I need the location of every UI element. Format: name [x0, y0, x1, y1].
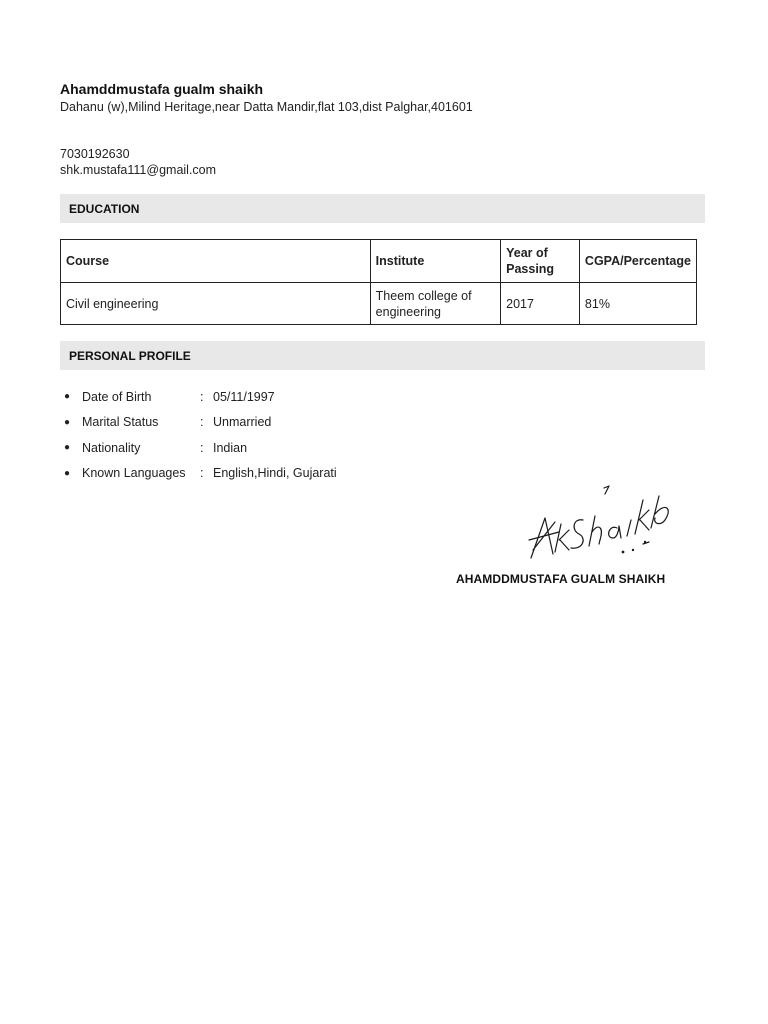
- email-address: shk.mustafa111@gmail.com: [60, 163, 217, 177]
- column-header-course: Course: [61, 240, 371, 283]
- bullet-icon: ●: [64, 467, 71, 479]
- education-table: [60, 239, 697, 325]
- separator: :: [200, 466, 204, 481]
- separator: :: [200, 389, 204, 404]
- profile-value-marital-status: Unmarried: [213, 415, 272, 430]
- separator: :: [200, 440, 204, 455]
- list-item: [60, 384, 705, 410]
- cgpa-cell: 81%: [579, 283, 696, 325]
- profile-label-dob: Date of Birth: [82, 389, 152, 404]
- personal-profile-section-header: PERSONAL PROFILE: [60, 341, 705, 370]
- profile-value-dob: 05/11/1997: [213, 389, 275, 404]
- list-item: [60, 410, 705, 436]
- bullet-icon: ●: [64, 442, 71, 454]
- column-header-year: Year of Passing: [501, 240, 580, 283]
- list-item: [60, 435, 705, 461]
- candidate-name: Ahamddmustafa gualm shaikh: [60, 81, 264, 97]
- education-section-header: EDUCATION: [60, 194, 705, 223]
- separator: :: [200, 415, 204, 430]
- profile-label-languages: Known Languages: [82, 466, 186, 481]
- bullet-icon: ●: [64, 416, 71, 428]
- profile-value-languages: English,Hindi, Gujarati: [213, 466, 337, 481]
- contact-block: [60, 146, 705, 178]
- education-table-header-row: [61, 240, 697, 283]
- profile-label-marital-status: Marital Status: [82, 415, 159, 430]
- institute-cell: Theem college of engineering: [370, 283, 500, 325]
- personal-profile-list: [60, 384, 705, 486]
- phone-number: 7030192630: [60, 147, 130, 161]
- table-row: [61, 283, 697, 325]
- column-header-cgpa: CGPA/Percentage: [579, 240, 696, 283]
- signature-printed-name: AHAMDDMUSTAFA GUALM SHAIKH: [456, 572, 666, 586]
- candidate-address: Dahanu (w),Milind Heritage,near Datta Mandir,flat 103,dist Palghar,401601: [60, 100, 473, 114]
- profile-value-nationality: Indian: [213, 440, 248, 455]
- profile-label-nationality: Nationality: [82, 440, 141, 455]
- course-cell: Civil engineering: [61, 283, 371, 325]
- bullet-icon: ●: [64, 391, 71, 403]
- column-header-institute: Institute: [370, 240, 500, 283]
- year-cell: 2017: [501, 283, 580, 325]
- handwritten-signature: [525, 480, 675, 570]
